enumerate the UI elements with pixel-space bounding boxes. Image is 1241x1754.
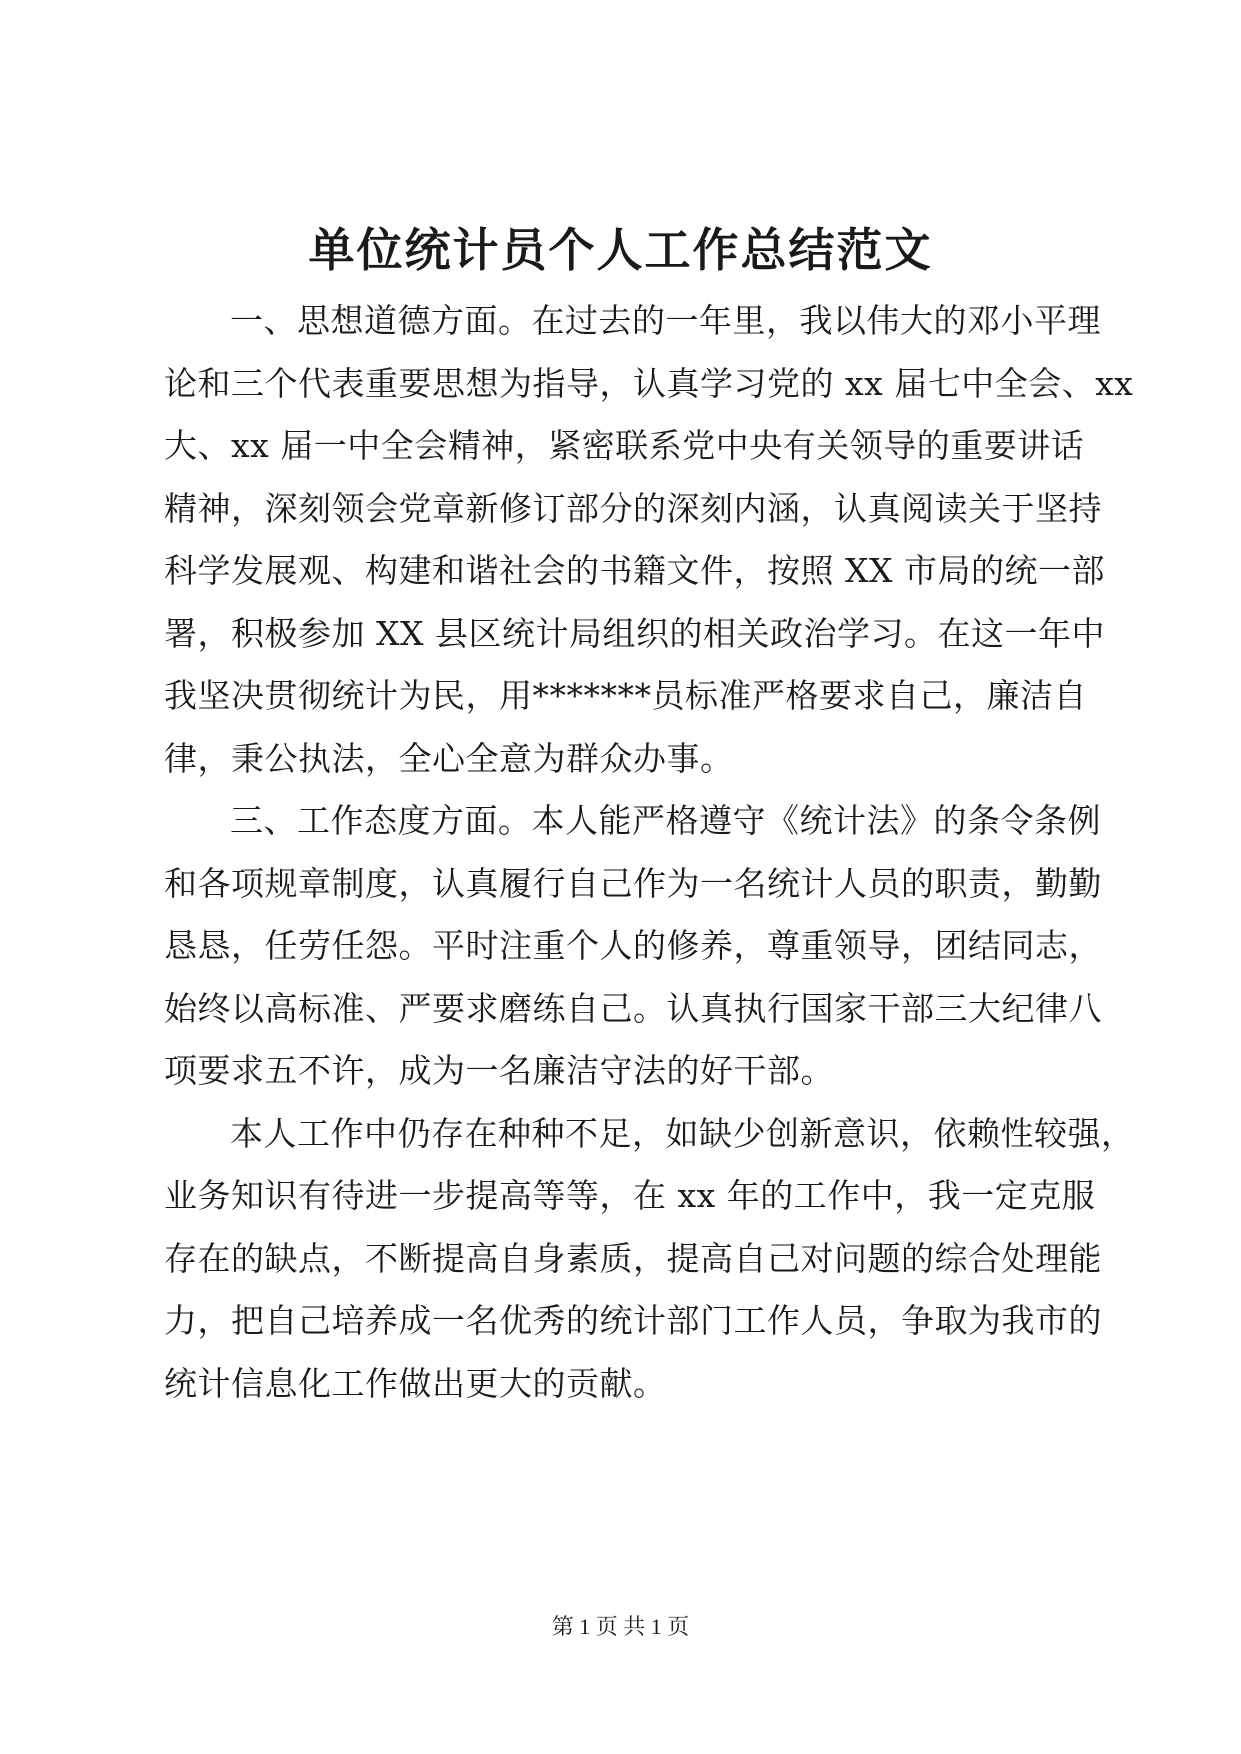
paragraph-line: 三、工作态度方面。本人能严格遵守《统计法》的条令条例 [230, 801, 1101, 840]
paragraph-line: 大、xx 届一中全会精神，紧密联系党中央有关领导的重要讲话 [164, 426, 1085, 465]
paragraph-line: 我坚决贯彻统计为民，用*******员标准严格要求自己，廉洁自 [164, 676, 1087, 715]
paragraph-line: 力，把自己培养成一名优秀的统计部门工作人员，争取为我市的 [164, 1301, 1102, 1340]
paragraph-line: 存在的缺点，不断提高自身素质，提高自己对问题的综合处理能 [164, 1238, 1102, 1278]
paragraph-line: 项要求五不许，成为一名廉洁守法的好干部。 [164, 1051, 834, 1090]
paragraph-line: 业务知识有待进一步提高等等，在 xx 年的工作中，我一定克服 [164, 1176, 1096, 1215]
paragraph-line: 恳恳，任劳任怨。平时注重个人的修养，尊重领导，团结同志， [164, 926, 1102, 965]
paragraph-line: 本人工作中仍存在种种不足，如缺少创新意识，依赖性较强， [230, 1113, 1135, 1153]
paragraph-work-attitude [164, 790, 1102, 1103]
paragraph-line: 署，积极参加 XX 县区统计局组织的相关政治学习。在这一年中 [164, 613, 1105, 653]
document-body [164, 290, 1135, 1415]
paragraph-line: 科学发展观、构建和谐社会的书籍文件，按照 XX 市局的统一部 [164, 551, 1105, 590]
paragraph-line: 论和三个代表重要思想为指导，认真学习党的 xx 届七中全会、xx [164, 363, 1134, 403]
paragraph-ideology [164, 290, 1134, 790]
paragraph-line: 律，秉公执法，全心全意为群众办事。 [164, 738, 734, 778]
paragraph-line: 一、思想道德方面。在过去的一年里，我以伟大的邓小平理 [230, 301, 1101, 340]
paragraph-line: 精神，深刻领会党章新修订部分的深刻内涵，认真阅读关于坚持 [164, 488, 1102, 528]
paragraph-line: 统计信息化工作做出更大的贡献。 [164, 1363, 667, 1403]
document-title: 单位统计员个人工作总结范文 [308, 223, 933, 277]
paragraph-line: 和各项规章制度，认真履行自己作为一名统计人员的职责，勤勤 [164, 863, 1102, 903]
paragraph-line: 始终以高标准、严要求磨练自己。认真执行国家干部三大纪律八 [164, 988, 1102, 1028]
paragraph-shortcomings [164, 1103, 1135, 1416]
page-number-footer: 第 1 页 共 1 页 [551, 1614, 690, 1639]
